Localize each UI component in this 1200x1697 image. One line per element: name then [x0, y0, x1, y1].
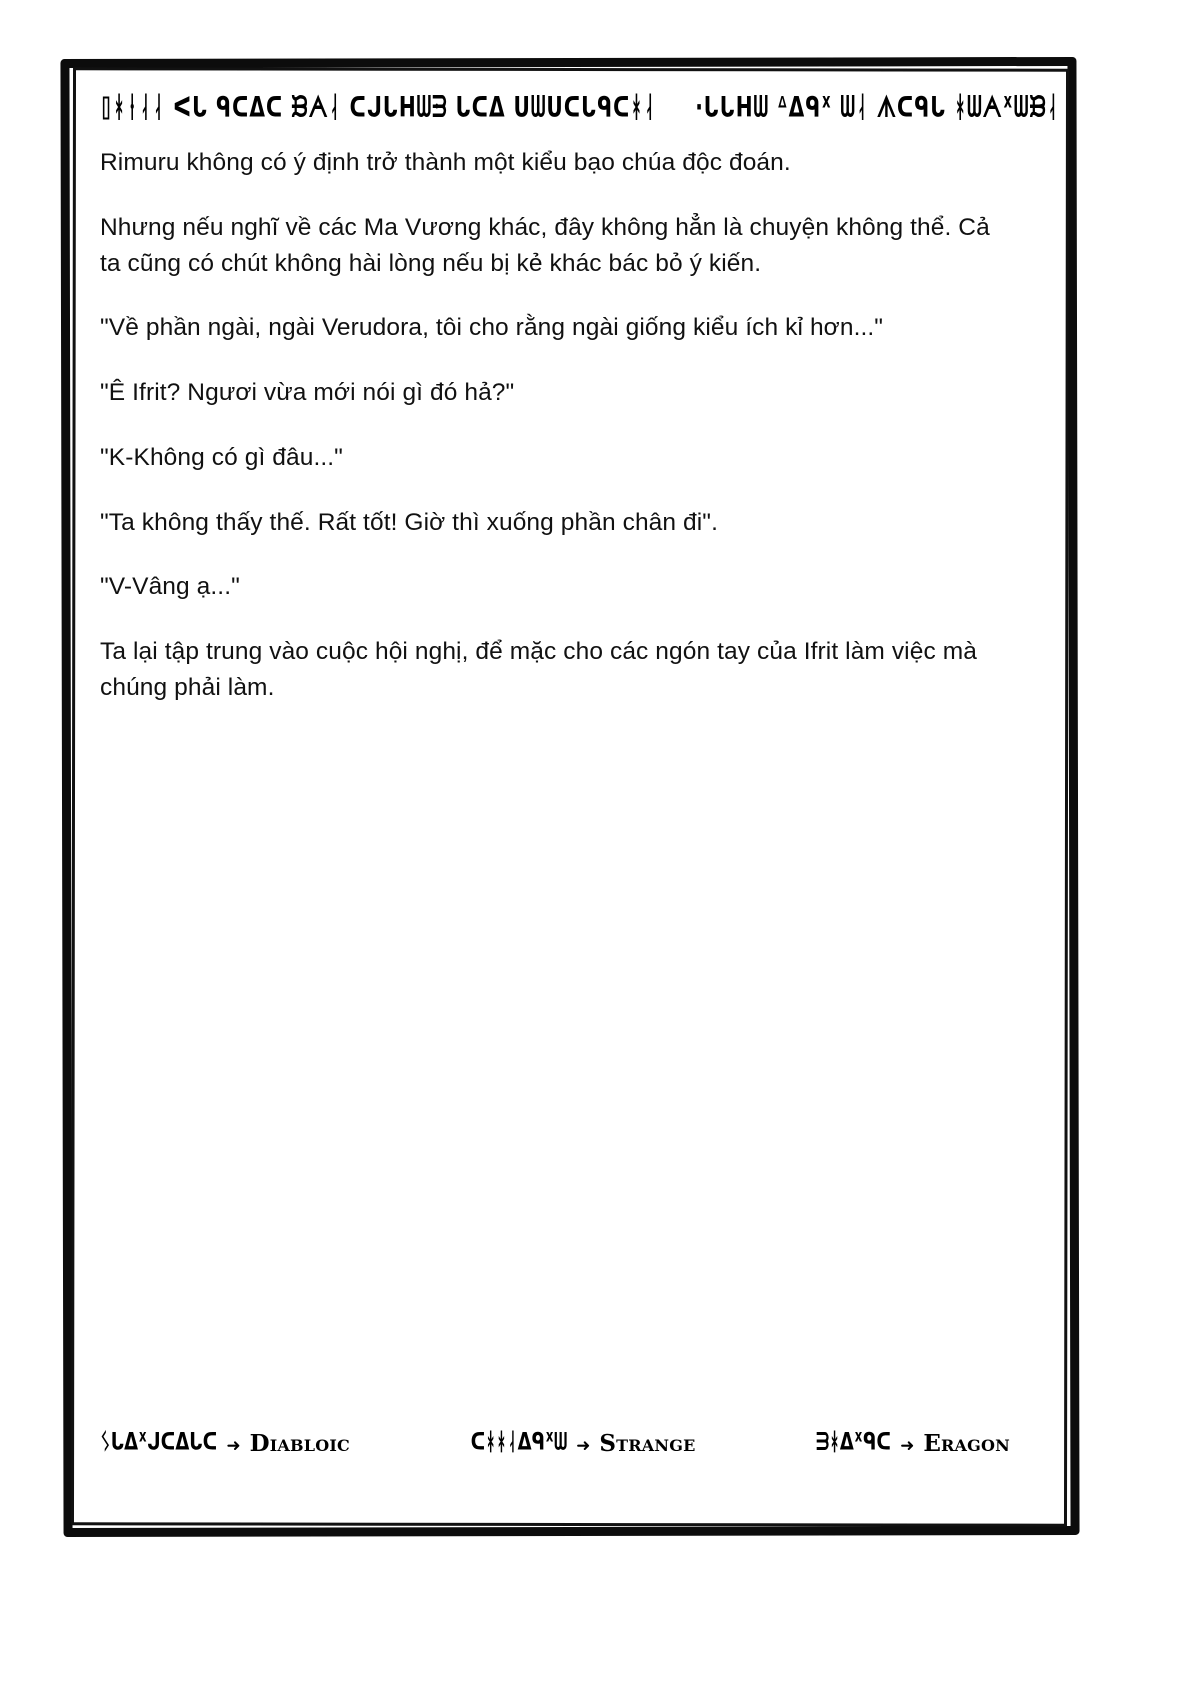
legend-item [100, 1430, 350, 1457]
legend-runes: ᛊᒐᐃᕽᒍᑕᐃᒐᑕ [100, 1428, 218, 1456]
arrow-icon: ➜ [576, 1436, 591, 1455]
arrow-icon: ➜ [226, 1436, 241, 1455]
legend-item [816, 1430, 1010, 1457]
page-content [100, 90, 1060, 1512]
paragraph: "Ê Ifrit? Ngươi vừa mới nói gì đó hả?" [100, 379, 515, 407]
paragraph: "Về phần ngài, ngài Verudora, tôi cho rằng ngài giống kiểu ích kỉ hơn..." [100, 314, 884, 342]
legend-name: Strange [599, 1430, 696, 1457]
body-text [100, 145, 1002, 706]
arrow-icon: ➜ [900, 1436, 915, 1455]
legend-item [471, 1430, 696, 1457]
legend-runes: ᑕᚼᚼᛆᐃᑫᕽᗯ [470, 1428, 568, 1456]
paragraph: "K-Không có gì đâu..." [100, 443, 343, 471]
legend-name: Eragon [923, 1430, 1010, 1457]
legend-runes: ᗱᚼᐃᕽᑫᑕ [816, 1428, 892, 1456]
page-footer [100, 1430, 1010, 1457]
paragraph: Rimuru không có ý định trở thành một kiểu bạo chúa độc đoán. [100, 149, 791, 177]
paragraph: "Ta không thấy thế. Rất tốt! Giờ thì xuống phần chân đi". [100, 508, 719, 536]
paragraph: Nhưng nếu nghĩ về các Ma Vương khác, đây không hẳn là chuyện không thể. Cả ta cũng có chút không hài lòng nếu bị kẻ khác bác bỏ ý kiến. [100, 213, 990, 277]
legend-name: Diabloic [249, 1430, 350, 1457]
paragraph: Ta lại tập trung vào cuộc hội nghị, để mặc cho các ngón tay của Ifrit làm việc mà chúng phải làm. [100, 638, 977, 701]
paragraph: "V-Vâng ạ..." [100, 573, 240, 601]
header-runes-left: ⌷ᚼᚽᛆᛆ ᐸᒐ ᑫᑕᐃᑕ ᙖᗅᛆ ᑕᒍᒐᕼᗯᗳ ᒐᑕᐃ ᑌᗯᑌᑕᒐᑫᑕᚼᛆ [100, 90, 657, 124]
header-runes-right: ·ᒐᒐᕼᗯ ᐞᐃᑫᕽ ᗯᛆ ᗑᑕᑫᒐ ᚼᗯᗅᕽᗯᙖᛆ [694, 90, 1060, 124]
page-header [100, 90, 1060, 124]
